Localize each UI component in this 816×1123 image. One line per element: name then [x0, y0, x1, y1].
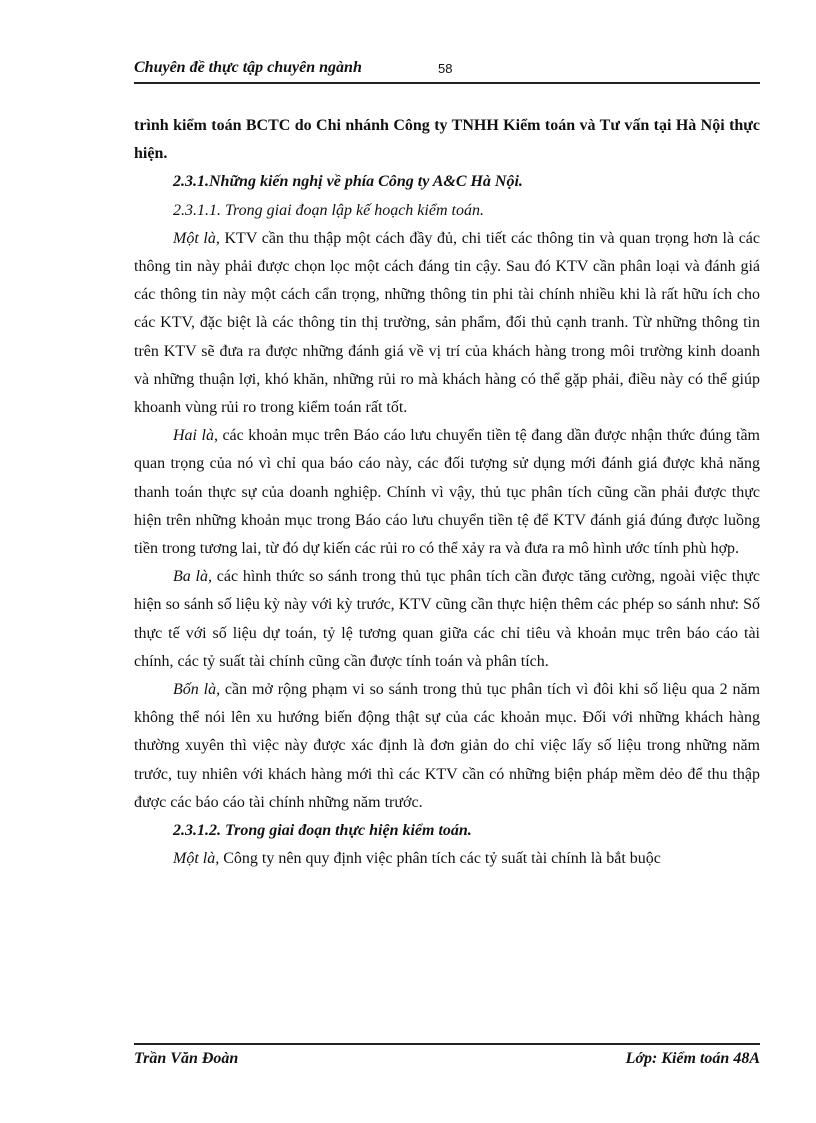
paragraph-lead: Một là [173, 229, 216, 247]
paragraph-text: cần mở rộng phạm vi so sánh trong thủ tục phân tích vì đôi khi số liệu qua 2 năm không thể nói lên xu hướng biến động thật sự của các khoản mục. Đối với những khách hàng thường xuyên thì việc này được xác định là đơn giản do chỉ việc lấy số liệu trong những năm trước, tuy nhiên với khách hàng mới thì các KTV cần có những biện pháp mềm dẻo để thu thập được các báo cáo tài chính những năm trước. [134, 681, 761, 811]
paragraph-hai-la [134, 422, 760, 563]
section-heading: 2.3.1.Những kiến nghị về phía Công ty A&C Hà Nội. [173, 173, 523, 191]
paragraph-lead: Hai là [173, 427, 214, 445]
paragraph-text: , các khoản mục trên Báo cáo lưu chuyển tiền tệ đang dần được nhận thức đúng tầm quan trọng của nó vì chỉ qua báo cáo này, các đối tượng sử dụng mới đánh giá được khả năng thanh toán thực sự của doanh nghiệp. Chính vì vậy, thủ tục phân tích cũng cần phải được thực hiện trên những khoản mục trong Báo cáo lưu chuyển tiền tệ để KTV đánh giá đúng được luồng tiền trong tương lai, từ đó dự kiến các rủi ro có thể xảy ra và đưa ra mô hình ước tính phù hợp. [134, 427, 760, 558]
document-body [134, 112, 760, 873]
paragraph-continuation: trình kiểm toán BCTC do Chi nhánh Công ty TNHH Kiểm toán và Tư vấn tại Hà Nội thực hiện. [134, 117, 760, 163]
header-title: Chuyên đề thực tập chuyên ngành [134, 59, 362, 76]
paragraph-mot-la [134, 225, 760, 422]
footer-class: Lớp: Kiểm toán 48A [625, 1050, 760, 1067]
paragraph-bon-la [134, 676, 760, 817]
page-number: 58 [438, 61, 453, 76]
paragraph-lead: Ba là, [173, 568, 212, 586]
subsection-heading: 2.3.1.1. Trong giai đoạn lập kế hoạch kiểm toán. [173, 201, 484, 219]
footer-author: Trần Văn Đoàn [134, 1050, 239, 1067]
paragraph-text: , KTV cần thu thập một cách đầy đủ, chi tiết các thông tin và quan trọng hơn là các thông tin này phải được chọn lọc một cách đáng tin cậy. Sau đó KTV cần phân loại và đánh giá các thông tin này một cách cẩn trọng, những thông tin phi tài chính nhiều khi là rất hữu ích cho các KTV, đặc biệt là các thông tin thị trường, sản phẩm, đối thủ cạnh tranh. Từ những thông tin trên KTV sẽ đưa ra được những đánh giá về vị trí của khách hàng trong môi trường kinh doanh và những thuận lợi, khó khăn, những rủi ro mà khách hàng có thể gặp phải, điều này có thể giúp khoanh vùng rủi ro trong kiểm toán rất tốt. [134, 229, 761, 417]
paragraph-text: các hình thức so sánh trong thủ tục phân tích cần được tăng cường, ngoài việc thực hiện so sánh số liệu kỳ này với kỳ trước, KTV cũng cần thực hiện thêm các phép so sánh như: Số thực tế với số liệu dự toán, tỷ lệ tương quan giữa các chỉ tiêu và khoản mục trên báo cáo tài chính, các tỷ suất tài chính cũng cần được tính toán và phân tích. [134, 568, 761, 670]
page-footer [134, 1043, 760, 1074]
paragraph-text: Công ty nên quy định việc phân tích các tỷ suất tài chính là bắt buộc [219, 850, 661, 868]
paragraph-lead: Một là, [173, 850, 220, 868]
paragraph-lead: Bốn là, [173, 681, 221, 699]
subsection-heading-2: 2.3.1.2. Trong giai đoạn thực hiện kiểm toán. [173, 822, 472, 840]
paragraph-mot-la-2 [134, 845, 760, 873]
page-header [134, 56, 760, 84]
paragraph-ba-la [134, 563, 760, 676]
